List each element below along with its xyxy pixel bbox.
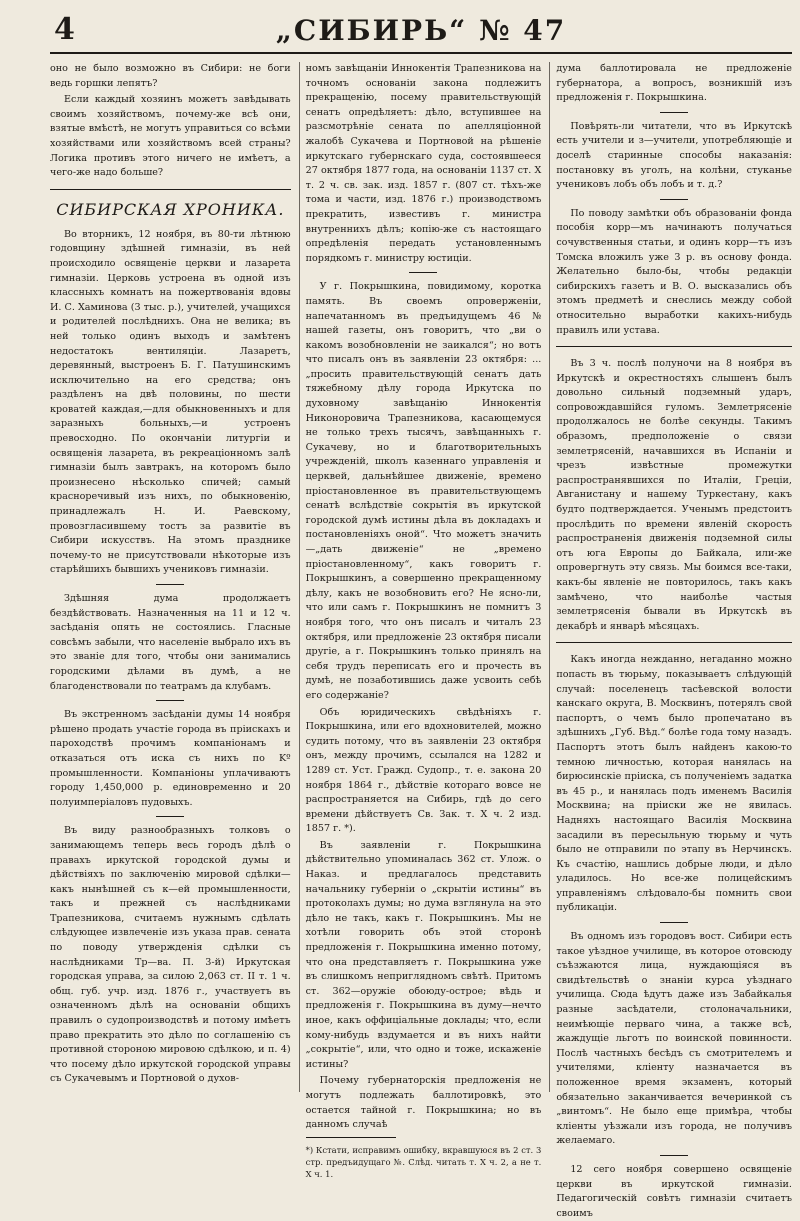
paragraph: У г. Покрышкина, повидимому, коротка память. Въ своемъ опроверженіи, напечатанномъ въ предъидущемъ 46 № нашей газеты, онъ говоритъ, что „ви о какомъ возобновленіи не заикался“; но вотъ что писалъ онъ въ заявленіи 23 октября: ...„просить правительствующій сенатъ дать тяжебному дѣлу города Иркутска по духовному завѣщанію Иннокентія Никоноровича Трапезникова, касающемуся не только трехъ тысячъ, завѣщанныхъ г. Сукачеву, но и благотворительныхъ учрежденій, школъ казеннаго управленія и церквей, дальнѣйшее движеніе, времено пріостановленное въ правительствующемъ сенатѣ вслѣдствіе сокрытія въ иркутской городской думѣ истины дѣла въ докладахъ и постановленіяхъ оной“. Что можетъ значить—„дать движеніе“ не „времено пріостановленному“, какъ говоритъ г. Покрышкинъ, а совершенно прекращенному дѣлу, какъ не возобновить его? Не ясно-ли, что или самъ г. Покрышкинъ не помнитъ 3 ноября того, что онъ писалъ и читалъ 23 октября, или предложеніе 23 октября писали другіе, а г. Покрышкинъ только принялъ на себя трудъ переписать его и прочесть въ думѣ, не позаботившись даже усвоить себѣ его содержаніе? bbox=[305, 281, 542, 701]
text-columns bbox=[50, 62, 792, 1219]
paragraph: номъ завѣщаніи Иннокентія Трапезникова на точномъ основаніи закона подлежитъ прекращенію, посему правительствующій сенатъ опредѣляетъ: дѣло, вступившее на разсмотрѣніе сената по апелляціонной жалобѣ Сукачева и Портновой на рѣшеніе иркутскаго губернскаго суда, состоявшееся 27 октября 1877 года, на основаніи 1137 ст. Х т. 2 ч. св. зак. изд. 1857 г. (807 ст. тѣхъ-же тома и части, изд. 1876 г.) производствомъ прекратить, известивъ г. министра внутреннихъ дѣлъ; копію-же съ настоящаго опредѣленія передать установленнымъ порядкомъ г. министру юстиціи. bbox=[305, 63, 542, 264]
divider bbox=[409, 272, 437, 273]
paragraph: Какъ иногда нежданно, негаданно можно попасть въ тюрьму, показываетъ слѣдующій случай: поселенецъ тасѣевской волости канскаго округа, В. Москвинъ, потерялъ свой паспортъ, о чемъ было пропечатано въ здѣшнихъ „Губ. Вѣд.“ болѣе года тому назадъ. Паспортъ этотъ былъ найденъ какою-то темною личностью, которая нанялась на бирюсинскіе пріиска, съ полученіемъ задатка въ 45 р., и нанялась подъ именемъ Василія Москвина; на пріиски же не явилась. Надняхъ настоящаго Василія Москвина засадили въ пересыльную тюрьму и чуть было не отправили по этапу въ Нерчинскъ. Къ счастію, нашлись добрые люди, и дѣло уладилось. Но все-же полицейскимъ управленіямъ слѣдовало-бы помнить свои публикаціи. bbox=[556, 654, 792, 914]
divider bbox=[660, 199, 688, 200]
footnote: *) Кстати, исправимъ ошибку, вкравшуюся въ 2 ст. 3 стр. предъидущаго №. Слѣд. читать т. Х ч. 2, а не т. Х ч. 1. bbox=[305, 1144, 542, 1179]
divider bbox=[556, 642, 792, 643]
divider bbox=[660, 112, 688, 113]
divider bbox=[556, 346, 792, 347]
paragraph: Повѣрять-ли читатели, что въ Иркутскѣ есть учители и з—учители, употребляющіе и доселѣ старинные способы наказанія: постановку въ уголъ, на колѣни, стуканье учениковъ лобъ объ лобъ и т. д.? bbox=[556, 120, 792, 191]
divider bbox=[156, 700, 184, 701]
column-1 bbox=[50, 62, 291, 1092]
column-2 bbox=[299, 62, 542, 1179]
paragraph: Въ 3 ч. послѣ полуночи на 8 ноября въ Иркутскѣ и окрестностяхъ слышенъ былъ довольно сильный подземный ударъ, сопровождавшійся гуломъ. Землетрясеніе продолжалось не болѣе секунды. Такимъ образомъ, предположеніе о связи землетрясеній, начавшихся въ Испаніи и чрезъ извѣстные промежутки распространявшихся по Италіи, Греціи, Авганистану и нашему Туркестану, какъ будто подтверждается. Ученымъ предстоитъ прослѣдить по времени явленій скорость распространенія движенія подземной силы отъ юга Европы до Байкала, или-же опровергнуть эту связь. Мы боимся все-таки, какъ-бы явленіе не повторилось, такъ какъ замѣчено, что наиболѣе частыя землетрясенія бывали въ Иркутскѣ въ декабрѣ и январѣ мѣсяцахъ. bbox=[556, 358, 792, 632]
section-title: СИБИРСКАЯ ХРОНИКА. bbox=[56, 199, 285, 219]
paragraph: Если каждый хозяинъ можетъ завѣдывать своимъ хозяйствомъ, почему-же всѣ они, взятые вмѣстѣ, не могутъ управиться со всѣми хозяйствами или хозяйствомъ всей страны? Логика противъ этого ничего не имѣетъ, а чего-же надо больше? bbox=[50, 94, 291, 179]
paragraph: Во вторникъ, 12 ноября, въ 80-ти лѣтнюю годовщину здѣшней гимназіи, въ ней происходило освященіе церкви и лазарета гимназіи. Церковь устроена въ одной изъ классныхъ комнатъ на пожертвованія вдовы И. С. Хаминова (3 тыс. р.), учителей, учащихся и родителей послѣднихъ. Она не велика; въ ней только одинъ выходъ и замѣтенъ недостатокъ вентиляціи. Лазаретъ, деревянный, выстроенъ Б. Г. Патушинскимъ исключительно на его средства; онъ раздѣленъ на двѣ половины, по шести кроватей каждая,—для обыкновенныхъ и для заразныхъ больныхъ,—и устроенъ превосходно. По окончаніи литургіи и освященія лазарета, въ рекреаціонномъ залѣ гимназіи былъ завтракъ, на которомъ было произнесено нѣсколько спичей; самый красноречивый изъ нихъ, по обыкновенію, принадлежалъ Н. И. Раевскому, провозгласившему тостъ за развитіе въ Сибири искусствъ. На этомъ празднике почему-то не присутствовали нѣкоторые изъ старѣйшихъ бывшихъ учениковъ гимназіи. bbox=[50, 228, 291, 576]
page-number: 4 bbox=[54, 12, 75, 47]
paragraph: оно не было возможно въ Сибири: не боги ведь горшки лепятъ? bbox=[50, 63, 291, 89]
paragraph: Въ экстренномъ засѣданіи думы 14 ноября рѣшено продать участіе города въ пріискахъ и пароходствѣ прочимъ компаніонамъ и отказаться отъ иска съ нихъ по Kº промышленности. Компаніоны уплачиваютъ городу 1,450,000 р. единовременно и 20 полуимперіаловъ пудовыхъ. bbox=[50, 709, 291, 808]
paragraph: 12 сего ноября совершено освященіе церкви въ иркутской гимназіи. Педагогическій совѣтъ гимназіи считаетъ своимъ bbox=[556, 1163, 792, 1219]
paragraph: Въ одномъ изъ городовъ вост. Сибири есть такое уѣздное училище, въ которое отовсюду съѣзжаются лица, нуждающіяся въ свидѣтельствѣ о знаніи курса уѣзднаго училища. Сюда ѣдутъ даже изъ Забайкалья разные засѣдатели, столоначальники, неимѣющіе перваго чина, а также всѣ, жаждущіе льготъ по воинской повинности. Послѣ частныхъ бесѣдъ съ смотрителемъ и учителями, кліенту назначается въ положенное время экзаменъ, который обязательно заканчивается вечеринкой съ „винтомъ“. Не было еще примѣра, чтобы кліенты уѣзжали изъ города, не получивъ желаемаго. bbox=[556, 931, 792, 1147]
paragraph: Объ юридическихъ свѣдѣніяхъ г. Покрышкина, или его вдохновителей, можно судить потому, что въ заявленіи 23 октября онъ, между прочимъ, ссылался на 1282 и 1289 ст. Уст. Гражд. Судопр., т. е. закона 20 ноября 1864 г., дѣйствіе котораго вовсе не распространяется на Сибирь, гдѣ до сего времени дѣйствуетъ Св. Зак. т. Х ч. 2 изд. 1857 г. *). bbox=[305, 706, 542, 835]
column-3 bbox=[549, 62, 792, 1219]
divider bbox=[660, 922, 688, 923]
divider bbox=[156, 584, 184, 585]
divider bbox=[50, 189, 291, 190]
paragraph: Здѣшняя дума продолжаетъ бездѣйствовать. Назначенныя на 11 и 12 ч. засѣданія опять не состоялись. Гласные совсѣмъ забыли, что населеніе выбрало ихъ въ это званіе для того, чтобы они занимались городскими дѣлами въ думѣ, а не благоденствовали по театрамъ да клубамъ. bbox=[50, 593, 291, 692]
footnote-divider bbox=[306, 1137, 396, 1138]
page-header bbox=[50, 12, 792, 54]
divider bbox=[156, 816, 184, 817]
paragraph: По поводу замѣтки объ образованіи фонда пособія корр—мъ начинаютъ получаться сочувственныя статьи, и одинъ корр—тъ изъ Томска вложилъ уже 3 р. въ основу фонда. Желательно было-бы, чтобы редакціи сибирскихъ газетъ и В. О. высказались объ этомъ предметѣ и снеслись между собой относительно выработки какихъ-нибудь правилъ или устава. bbox=[556, 207, 792, 336]
paragraph: дума баллотировала не предложеніе губернатора, а вопросъ, возникшій изъ предложенія г. Покрышкина. bbox=[556, 63, 792, 104]
paragraph: Почему губернаторскія предложенія не могутъ подлежать баллотировкѣ, это остается тайной г. Покрышкина; но въ данномъ случаѣ bbox=[305, 1075, 542, 1131]
masthead: „СИБИРЬ“ № 47 bbox=[275, 14, 567, 47]
paragraph: Въ заявленіи г. Покрышкина дѣйствительно упоминалась 362 ст. Улож. о Наказ. и предлагалось представить начальнику губерніи о „скрытіи истины“ въ протоколахъ думы; но дума взглянула на это дѣло не такъ, какъ г. Покрышкинъ. Мы не хотѣли говорить объ этой сторонѣ предложенія г. Покрышкина именно потому, что она представляетъ г. Покрышкина уже въ слишкомъ неприглядномъ свѣтѣ. Притомъ ст. 362—оружіе обоюду-острое; вѣдь и предложенія г. Покрышкина въ думу—нечто иное, какъ оффиціальные доклады; что, если кому-нибудь вздумается и въ нихъ найти „сокрытіе“, или, что одно и тоже, искаженіе истины? bbox=[305, 839, 542, 1070]
paragraph: Въ виду разнообразныхъ толковъ о занимающемъ теперь весь городъ дѣлѣ о правахъ иркутской городской думы и дѣйствіяхъ по заключенію мировой сдѣлки—какъ нынѣшней съ к—ей промышленности, такъ и прежней съ наслѣдниками Трапезникова, считаемъ нужнымъ сдѣлать слѣдующее извлеченіе изъ указа прав. сената по поводу утвержденія сдѣлки съ наслѣдниками Тр—ва. П. 3-й) Иркутская городская управа, за силою 2,063 ст. II т. 1 ч. общ. губ. учр. изд. 1876 г., участвуетъ въ означенномъ дѣлѣ на основаніи общихъ правилъ о судопроизводствѣ и потому имѣетъ право прекратить это дѣло по соглашенію съ противной стороною мировою сдѣлкою, и п. 4) что посему дѣло иркутской городской управы съ Сукачевымъ и Портновой о духов- bbox=[50, 825, 291, 1085]
divider bbox=[660, 1155, 688, 1156]
